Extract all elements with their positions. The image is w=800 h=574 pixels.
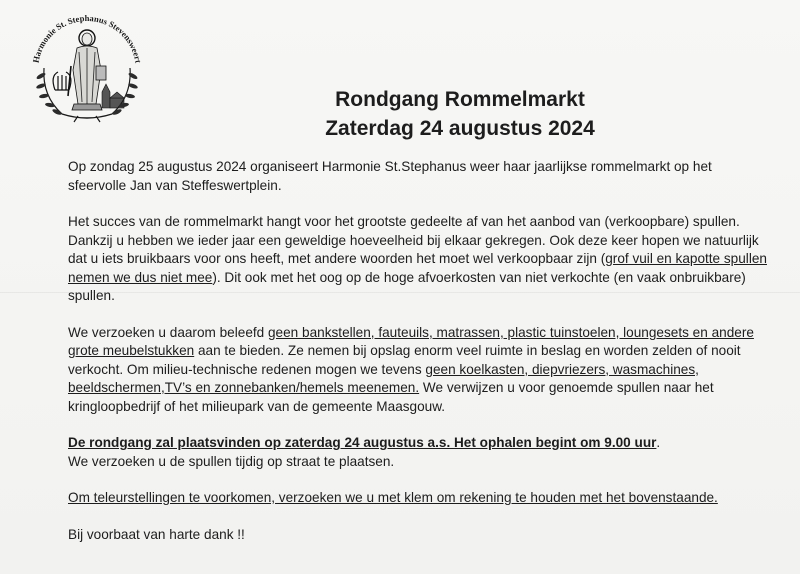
letter-body [68,158,790,562]
success-text-b: ). Dit ook met het oog op de hoge afvoerkosten van niet verkochte (en vaak onbruikbare) spullen. [68,269,746,303]
street-placement-note: We verzoeken u de spullen tijdig op straat te plaatsen. [68,453,395,469]
request-text-a: We verzoeken u daarom beleefd [68,324,268,340]
request-text-b: aan te bieden. Ze nemen bij opslag enorm veel ruimte in beslag en worden zelden of nooit verkocht. Om milieu-technische redenen mogen we tevens [68,343,741,377]
title-line-2: Zaterdag 24 augustus 2024 [325,117,595,140]
paragraph-warning [68,489,790,508]
paragraph-request [68,324,778,417]
no-furniture-note: geen bankstellen, fauteuils, matrassen, plastic tuinstoelen, loungesets en andere grote meubelstukken [68,324,754,358]
paragraph-thanks [68,526,790,545]
paragraph-schedule [68,434,790,471]
title-line-1: Rondgang Rommelmarkt [335,88,585,111]
intro-text: Op zondag 25 augustus 2024 organiseert Harmonie St.Stephanus weer haar jaarlijkse rommelmarkt op het sfeervolle Jan van Steffeswertplein. [68,159,712,193]
paragraph-intro [68,158,758,195]
no-bulky-waste-note: grof vuil en kapotte spullen nemen we dus niet mee [68,251,767,285]
saint-figure-icon [68,30,106,110]
thanks-text: Bij voorbaat van harte dank !! [68,526,245,542]
success-text-a: Het succes van de rommelmarkt hangt voor het grootste gedeelte af van het aanbod van (verkoopbare) spullen. Dankzij u hebben we ieder jaar een geweldige hoeveelheid bij elkaar gekregen. Ook deze keer hopen we natuurlijk dat u iets bruikbaars voor ons heeft, met andere woorden het moet wel verkoopbaar zijn ( [68,214,759,266]
schedule-announcement: De rondgang zal plaatsvinden op zaterdag 24 augustus a.s. Het ophalen begint om 9.00 uur [68,435,657,450]
request-text-c: We verwijzen u voor genoemde spullen naar het kringloopbedrijf of het milieupark van de gemeente Maasgouw. [68,380,714,414]
schedule-period: . [656,435,661,450]
logo-ring-text: Harmonie St. Stephanus Stevensweert [30,13,144,64]
harmonie-logo [22,8,152,126]
no-appliances-note: geen koelkasten, diepvriezers, wasmachines, beeldschermen,TV’s en zonnebanken/hemels meenemen. [68,361,699,395]
warning-text: Om teleurstellingen te voorkomen, verzoeken we u met klem om rekening te houden met het bovenstaande. [68,490,718,505]
paragraph-success [68,213,768,306]
